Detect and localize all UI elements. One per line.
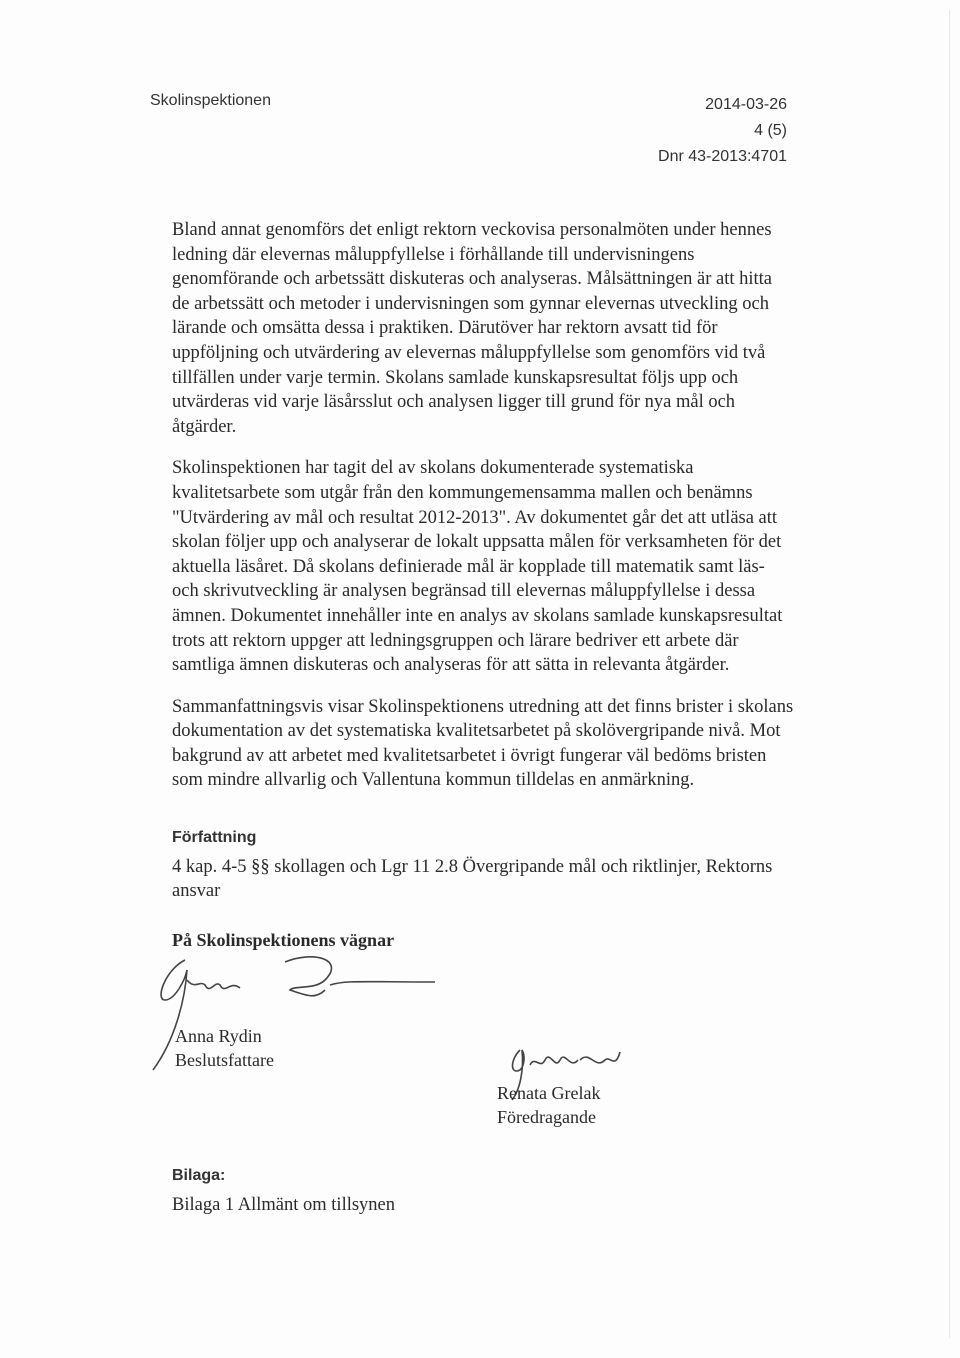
paragraph-1: Bland annat genomförs det enligt rektorn veckovisa personalmöten under hennes ledning där elevernas måluppfyllelse i förhållande till undervisningens genomförande och arbetssätt diskuteras och analyseras. Målsättningen är att hitta de arbetssätt och metoder i undervisningen som gynnar elevernas utveckling och lärande och omsätta dessa i praktiken. Därutöver har rektorn avsatt tid för uppföljning och utvärdering av elevernas måluppfyllelse som genomförs vid två tillfällen under varje termin. Skolans samlade kunskapsresultat följs upp och utvärderas vid varje läsårsslut och analysen ligger till grund för nya mål och åtgärder. — [172, 220, 773, 437]
forfattning-heading: Författning — [172, 829, 257, 846]
signer-2-role: Föredragande — [497, 1107, 596, 1127]
body-text — [172, 218, 794, 810]
header-dnr: Dnr 43-2013:4701 — [658, 148, 787, 165]
header-organization: Skolinspektionen — [150, 92, 271, 109]
bilaga-heading: Bilaga: — [172, 1167, 226, 1184]
forfattning-section — [172, 826, 794, 904]
header-date: 2014-03-26 — [705, 96, 787, 113]
page-edge — [949, 10, 950, 1338]
bilaga-text: Bilaga 1 Allmänt om tillsynen — [172, 1194, 396, 1215]
on-behalf-line: På Skolinspektionens vägnar — [172, 930, 395, 950]
paragraph-3: Sammanfattningsvis visar Skolinspektionens utredning att det finns brister i skolans dokumentation av det systematiska kvalitetsarbetet på skolövergripande nivå. Mot bakgrund av att arbetet med kvalitetsarbetet i övrigt fungerar väl bedöms bristen som mindre allvarlig och Vallentuna kommun tilldelas en anmärkning. — [172, 696, 794, 791]
signer-2-name: Renata Grelak — [497, 1083, 601, 1103]
header-meta — [658, 92, 787, 170]
paragraph-2: Skolinspektionen har tagit del av skolans dokumenterade systematiska kvalitetsarbete som utgår från den kommungemensamma mallen och benämns "Utvärdering av mål och resultat 2012-2013". Av dokumentet går det att utläsa att skolan följer upp och analyserar de lokalt uppsatta målen för verksamheten för det aktuella läsåret. Då skolans definierade mål är kopplade till matematik samt läs- och skrivutveckling är analysen begränsad till elevernas måluppfyllelse i dessa ämnen. Dokumentet innehåller inte en analys av skolans samlade kunskapsresultat trots att rektorn uppger att ledningsgruppen och lärare bedriver ett arbete där samtliga ämnen diskuteras och analyseras för att sätta in relevanta åtgärder. — [172, 458, 783, 676]
header-page-number: 4 (5) — [754, 122, 787, 139]
signer-1-name: Anna Rydin — [175, 1026, 262, 1046]
signer-1-role: Beslutsfattare — [175, 1050, 274, 1070]
forfattning-text: 4 kap. 4-5 §§ skollagen och Lgr 11 2.8 Övergripande mål och riktlinjer, Rektorns ansvar — [172, 856, 773, 902]
bilaga-section — [172, 1164, 794, 1217]
